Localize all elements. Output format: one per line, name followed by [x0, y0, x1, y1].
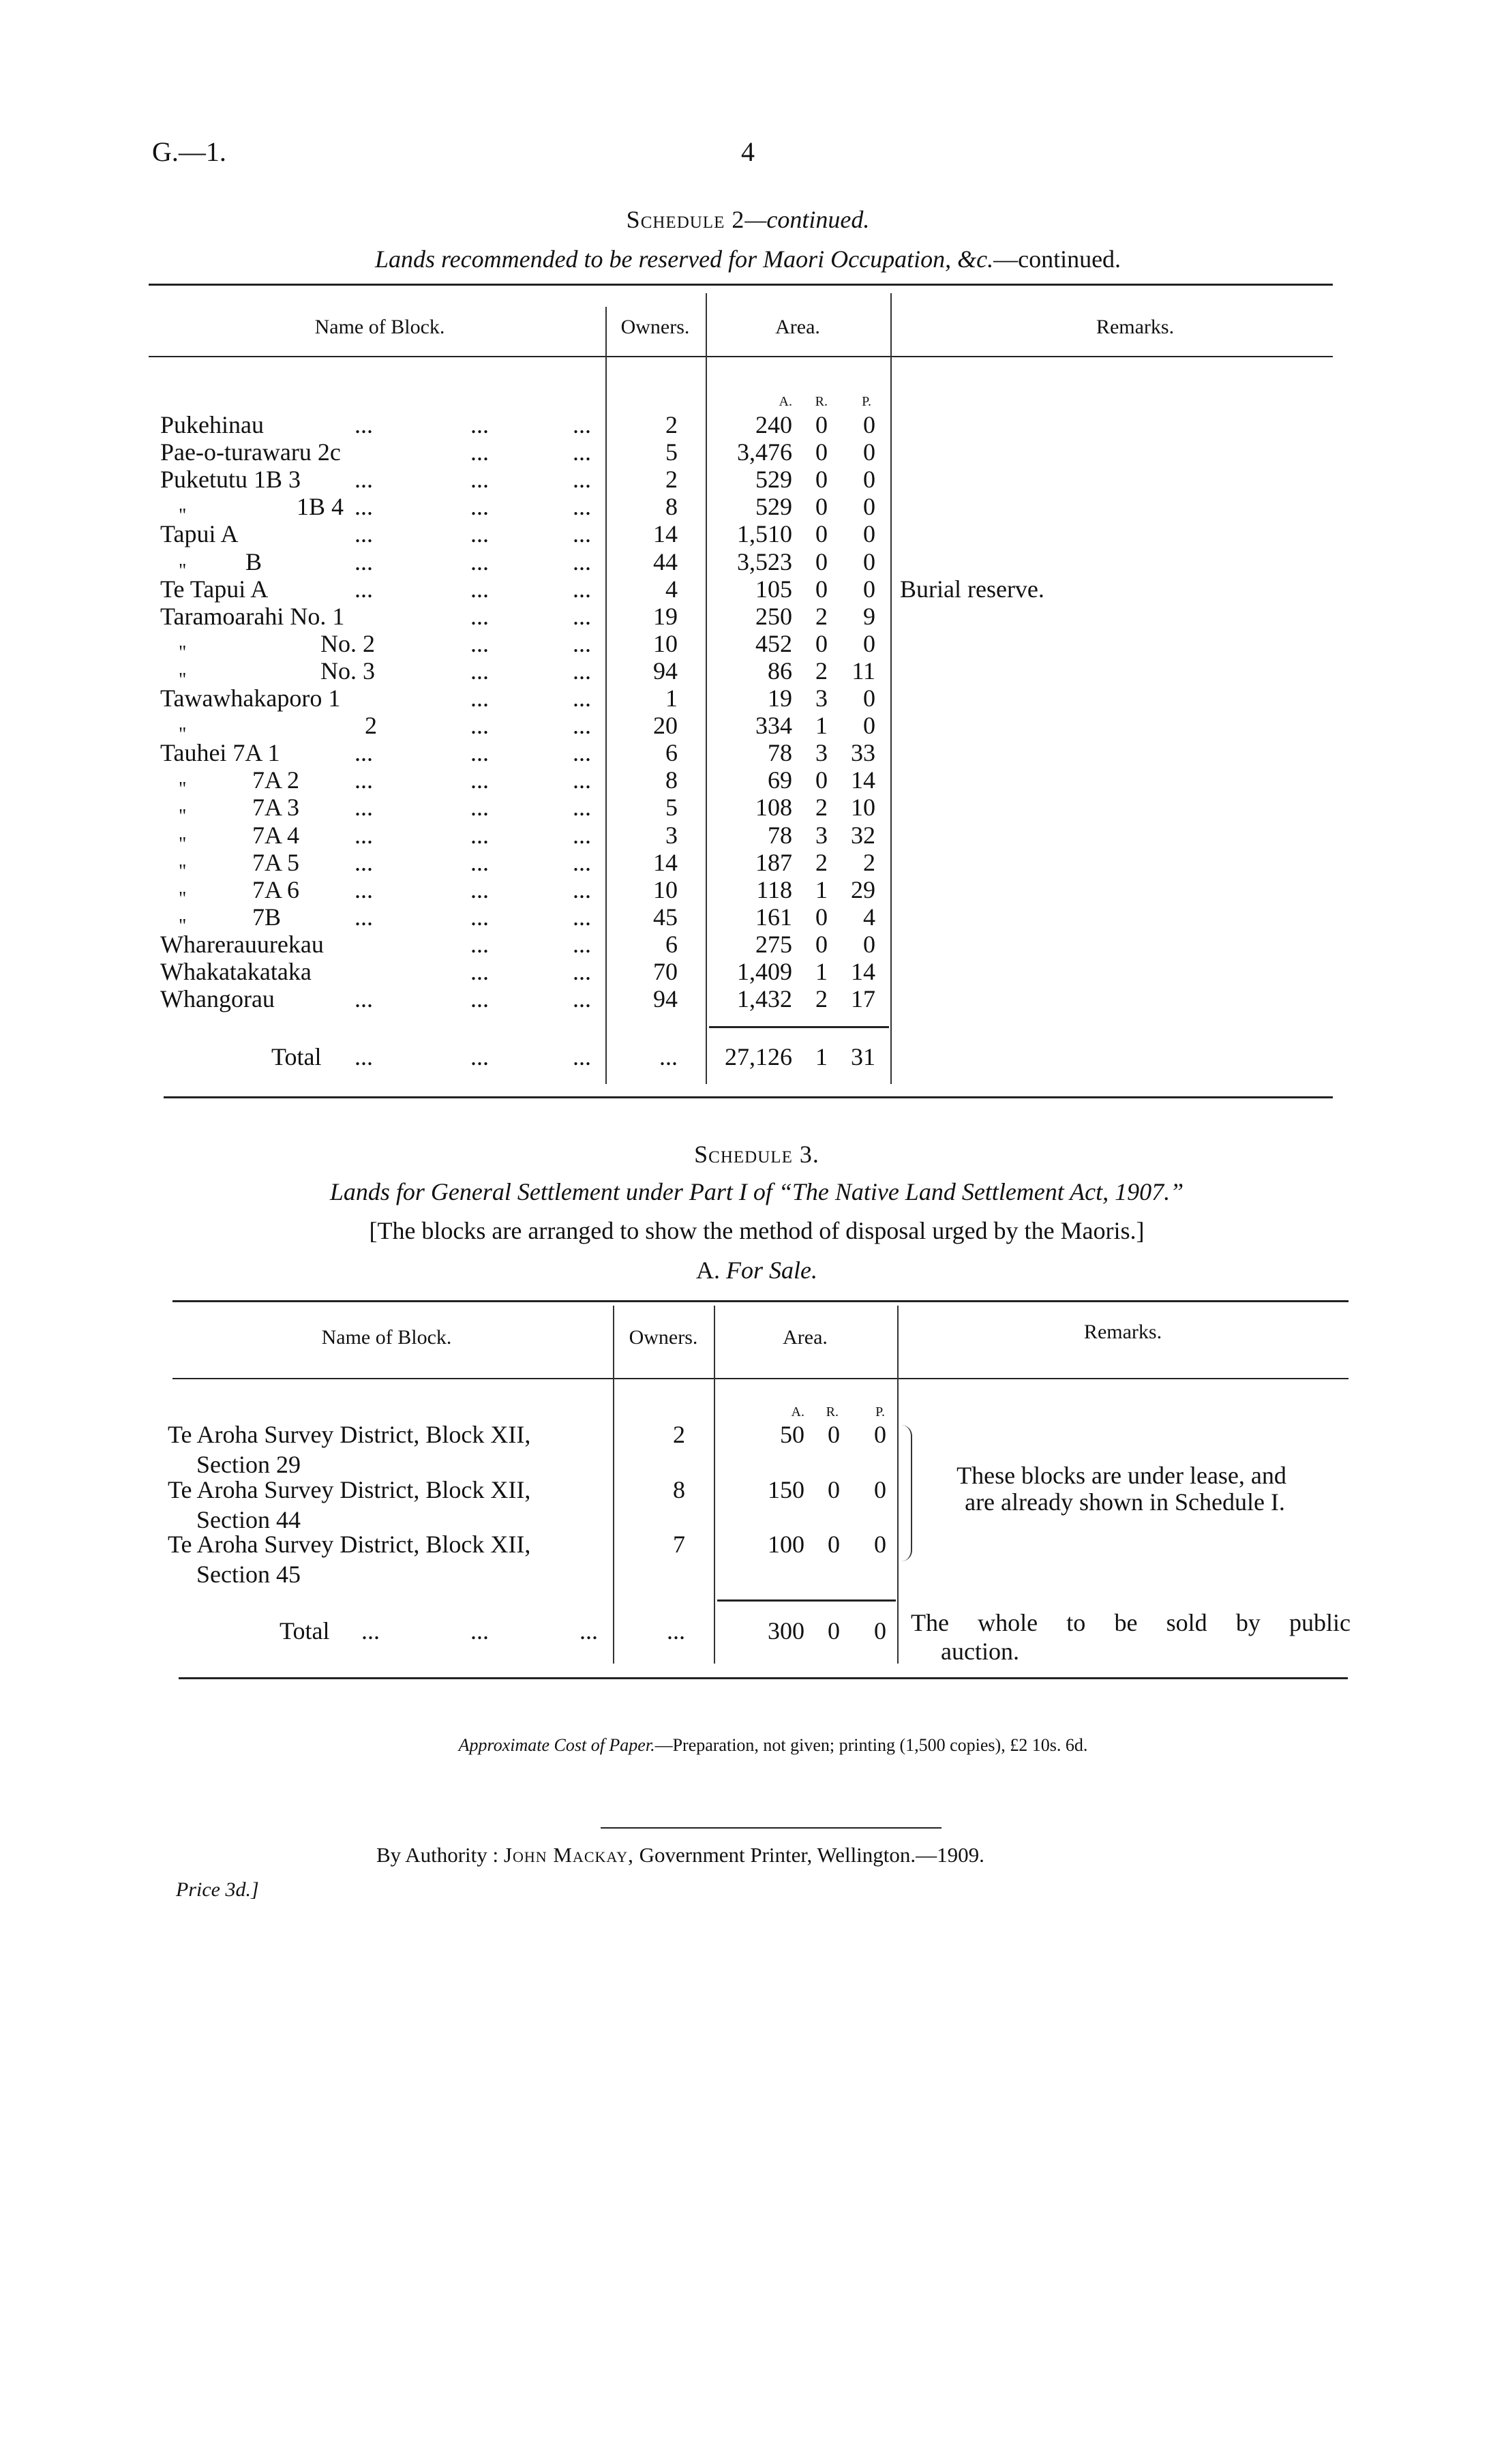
unit-roods: R.: [826, 1404, 839, 1419]
owners-count: 2: [665, 411, 678, 438]
ditto-mark: ": [179, 505, 187, 527]
owners-count: 45: [653, 903, 678, 931]
ditto-mark: ": [179, 779, 187, 800]
dot-leader: ...: [470, 466, 489, 494]
total-roods: 1: [815, 1043, 828, 1070]
dot-leader: ...: [355, 875, 373, 903]
owners-count: 70: [653, 958, 678, 985]
area-perches: 10: [851, 794, 875, 822]
cost-text: —Preparation, not given; printing (1,500 copies), £2 10s. 6d.: [654, 1735, 1088, 1755]
section-letter: A.: [696, 1257, 721, 1284]
area-roods: 0: [828, 1531, 840, 1558]
area-roods: 0: [815, 438, 828, 466]
block-name: Te Aroha Survey District, Block XII,: [168, 1475, 531, 1503]
subtitle-text: Lands recommended to be reserved for Maori Occupation, &c.: [374, 245, 994, 273]
dot-leader: ...: [573, 493, 591, 521]
area-acres: 529: [755, 493, 792, 521]
dot-leader: ...: [355, 821, 373, 849]
owners-count: 14: [653, 848, 678, 876]
area-acres: 150: [768, 1475, 804, 1503]
column-header-remarks: Remarks.: [1096, 316, 1175, 338]
area-acres: 78: [768, 739, 792, 767]
header-bottom-rule: [172, 1378, 1349, 1379]
ditto-mark: ": [179, 833, 187, 855]
area-acres: 19: [768, 685, 792, 712]
unit-perches: P.: [875, 1404, 885, 1419]
schedule-2-subtitle: [375, 245, 1121, 273]
footer-rule: [601, 1827, 942, 1829]
dot-leader: ...: [355, 575, 373, 603]
area-acres: 187: [755, 848, 792, 876]
owners-count: 6: [665, 739, 678, 767]
area-roods: 0: [815, 411, 828, 438]
dot-leader: ...: [470, 875, 489, 903]
area-roods: 0: [815, 547, 828, 575]
dot-leader: ...: [470, 438, 489, 466]
area-acres: 108: [755, 794, 792, 822]
area-perches: 9: [863, 602, 875, 630]
column-header-owners: Owners.: [620, 316, 690, 338]
area-perches: 0: [863, 685, 875, 712]
owners-count: 94: [653, 985, 678, 1013]
total-rule: [717, 1599, 896, 1602]
area-acres: 1,432: [737, 985, 792, 1013]
total-leader: ...: [355, 1043, 373, 1070]
remarks: Burial reserve.: [900, 575, 1044, 603]
block-name: Te Tapui A: [160, 575, 269, 603]
block-name: Pae-o-turawaru 2c: [160, 438, 341, 466]
area-perches: 0: [863, 930, 875, 958]
owners-count: 20: [653, 712, 678, 740]
block-section: Section 29: [196, 1451, 301, 1478]
ditto-mark: ": [179, 888, 187, 910]
dot-leader: ...: [470, 794, 489, 822]
total-perches: 0: [874, 1617, 886, 1644]
authority-line: [376, 1843, 984, 1867]
area-roods: 1: [815, 958, 828, 985]
dot-leader: ...: [470, 657, 489, 685]
dot-leader: ...: [470, 547, 489, 575]
dot-leader: ...: [573, 411, 591, 438]
total-label: Total: [280, 1617, 330, 1644]
schedule-2-title: Schedule 2: [626, 206, 745, 233]
area-perches: 0: [863, 493, 875, 521]
section-heading: [696, 1257, 817, 1284]
area-perches: 33: [851, 739, 875, 767]
dot-leader: ...: [470, 602, 489, 630]
schedule-3-subtitle: Lands for General Settlement under Part I of “The Native Land Settlement Act, 1907.”: [329, 1178, 1184, 1205]
dot-leader: ...: [355, 466, 373, 494]
area-acres: 50: [780, 1421, 804, 1448]
total-roods: 0: [828, 1617, 840, 1644]
block-name: 7A 6: [252, 875, 300, 903]
area-roods: 2: [815, 657, 828, 685]
dot-leader: ...: [573, 602, 591, 630]
area-roods: 0: [828, 1421, 840, 1448]
owners-count: 8: [673, 1475, 685, 1503]
subtitle-suffix: —continued.: [993, 245, 1121, 273]
area-roods: 0: [815, 903, 828, 931]
area-acres: 275: [755, 930, 792, 958]
area-roods: 3: [815, 685, 828, 712]
unit-acres: A.: [791, 1404, 804, 1419]
owners-count: 1: [665, 685, 678, 712]
column-divider: [890, 293, 892, 1084]
area-roods: 1: [815, 712, 828, 740]
dot-leader: ...: [355, 985, 373, 1013]
area-roods: 2: [815, 794, 828, 822]
dot-leader: ...: [470, 766, 489, 794]
ditto-mark: ": [179, 806, 187, 828]
area-roods: 2: [815, 848, 828, 876]
block-section: Section 45: [196, 1561, 301, 1588]
group-remark-line: These blocks are under lease, and: [957, 1462, 1286, 1489]
dot-leader: ...: [573, 520, 591, 548]
dot-leader: ...: [573, 766, 591, 794]
total-acres: 300: [768, 1617, 804, 1644]
area-roods: 2: [815, 985, 828, 1013]
table-top-rule: [149, 284, 1333, 286]
ditto-mark: ": [179, 642, 187, 663]
dot-leader: ...: [470, 493, 489, 521]
ditto-mark: ": [179, 669, 187, 691]
block-name: Taramoarahi No. 1: [160, 602, 345, 630]
block-name: No. 3: [320, 657, 375, 685]
column-divider: [613, 1306, 614, 1664]
area-perches: 0: [863, 520, 875, 548]
dot-leader: ...: [355, 493, 373, 521]
block-name: Wharerauurekau: [160, 930, 324, 958]
area-roods: 0: [815, 520, 828, 548]
dot-leader: ...: [573, 930, 591, 958]
owners-count: 10: [653, 875, 678, 903]
area-acres: 1,510: [737, 520, 792, 548]
dot-leader: ...: [470, 930, 489, 958]
dot-leader: ...: [355, 794, 373, 822]
dot-leader: ...: [573, 657, 591, 685]
area-perches: 0: [874, 1475, 886, 1503]
owners-count: 3: [665, 821, 678, 849]
block-name: Puketutu 1B 3: [160, 466, 301, 494]
area-roods: 3: [815, 739, 828, 767]
owners-count: 5: [665, 794, 678, 822]
area-perches: 4: [863, 903, 875, 931]
area-acres: 78: [768, 821, 792, 849]
dot-leader: ...: [573, 903, 591, 931]
block-name: Tapui A: [160, 520, 239, 548]
area-perches: 11: [852, 657, 875, 685]
area-perches: 0: [863, 411, 875, 438]
header-bottom-rule: [149, 356, 1333, 357]
column-header-name: Name of Block.: [321, 1326, 452, 1349]
total-owners: ...: [659, 1043, 678, 1070]
dot-leader: ...: [355, 520, 373, 548]
dot-leader: ...: [470, 985, 489, 1013]
price: Price 3d.]: [176, 1878, 259, 1901]
dot-leader: ...: [355, 903, 373, 931]
area-roods: 0: [815, 930, 828, 958]
block-section: Section 44: [196, 1505, 301, 1533]
ditto-mark: ": [179, 724, 187, 746]
dot-leader: ...: [470, 848, 489, 876]
area-roods: 0: [815, 629, 828, 657]
area-acres: 240: [755, 411, 792, 438]
area-roods: 2: [815, 602, 828, 630]
area-acres: 105: [755, 575, 792, 603]
schedule-3-title: Schedule 3.: [694, 1141, 819, 1168]
block-name: 7A 3: [252, 794, 300, 822]
total-perches: 31: [851, 1043, 875, 1070]
block-name: 7A 2: [252, 766, 300, 794]
dot-leader: ...: [470, 685, 489, 712]
area-acres: 529: [755, 466, 792, 494]
unit-perches: P.: [862, 394, 871, 409]
schedule-3-note: [The blocks are arranged to show the method of disposal urged by the Maoris.]: [369, 1217, 1145, 1244]
area-perches: 0: [874, 1531, 886, 1558]
dot-leader: ...: [470, 739, 489, 767]
owners-count: 44: [653, 547, 678, 575]
total-rule: [709, 1026, 889, 1028]
area-roods: 0: [828, 1475, 840, 1503]
dot-leader: ...: [355, 739, 373, 767]
dot-leader: ...: [470, 903, 489, 931]
owners-count: 2: [673, 1421, 685, 1448]
section-label: For Sale.: [726, 1257, 817, 1284]
dot-leader: ...: [470, 520, 489, 548]
area-perches: 0: [863, 466, 875, 494]
area-perches: 14: [851, 766, 875, 794]
column-header-area: Area.: [783, 1326, 828, 1349]
block-name: 7A 5: [252, 848, 300, 876]
column-divider: [897, 1306, 899, 1664]
area-perches: 0: [863, 575, 875, 603]
owners-count: 6: [665, 930, 678, 958]
dot-leader: ...: [573, 821, 591, 849]
area-acres: 100: [768, 1531, 804, 1558]
printer-name: John Mackay,: [503, 1843, 634, 1867]
document-reference: G.—1.: [152, 136, 226, 167]
area-perches: 0: [863, 547, 875, 575]
block-name: 2: [365, 712, 377, 740]
dot-leader: ...: [470, 575, 489, 603]
block-name: Tawawhakaporo 1: [160, 685, 341, 712]
dot-leader: ...: [573, 575, 591, 603]
block-name: Te Aroha Survey District, Block XII,: [168, 1531, 531, 1558]
owners-count: 94: [653, 657, 678, 685]
dot-leader: ...: [573, 685, 591, 712]
column-header-remarks: Remarks.: [1083, 1321, 1162, 1343]
column-header-area: Area.: [775, 316, 820, 338]
column-divider: [714, 1306, 715, 1664]
area-perches: 0: [863, 629, 875, 657]
area-acres: 1,409: [737, 958, 792, 985]
area-perches: 0: [863, 438, 875, 466]
area-perches: 2: [863, 848, 875, 876]
cost-note: [459, 1735, 1088, 1756]
total-label: Total: [271, 1043, 322, 1070]
ditto-mark: ": [179, 915, 187, 937]
owners-count: 5: [665, 438, 678, 466]
column-divider: [706, 293, 707, 1084]
owners-count: 8: [665, 766, 678, 794]
block-name: Whangorau: [160, 985, 275, 1013]
owners-count: 8: [665, 493, 678, 521]
total-leader: ...: [361, 1617, 380, 1644]
schedule-2-heading: [627, 206, 870, 233]
total-leader: ...: [470, 1617, 489, 1644]
dot-leader: ...: [573, 712, 591, 740]
table-top-rule: [172, 1300, 1349, 1302]
dot-leader: ...: [573, 547, 591, 575]
dot-leader: ...: [470, 958, 489, 985]
area-roods: 0: [815, 766, 828, 794]
schedule-2-title-suffix: —continued.: [744, 206, 870, 233]
dot-leader: ...: [355, 766, 373, 794]
area-acres: 250: [755, 602, 792, 630]
area-roods: 3: [815, 821, 828, 849]
dot-leader: ...: [573, 794, 591, 822]
owners-count: 2: [665, 466, 678, 494]
dot-leader: ...: [470, 821, 489, 849]
dot-leader: ...: [470, 411, 489, 438]
area-acres: 69: [768, 766, 792, 794]
dot-leader: ...: [573, 848, 591, 876]
column-divider: [605, 307, 607, 1084]
owners-count: 4: [665, 575, 678, 603]
total-owners: ...: [667, 1617, 685, 1644]
authority-suffix: Government Printer, Wellington.—1909.: [639, 1843, 984, 1867]
group-remark-line: are already shown in Schedule I.: [965, 1488, 1285, 1516]
area-acres: 118: [756, 875, 792, 903]
owners-count: 10: [653, 629, 678, 657]
owners-count: 19: [653, 602, 678, 630]
area-perches: 32: [851, 821, 875, 849]
block-name: No. 2: [320, 629, 375, 657]
area-acres: 334: [755, 712, 792, 740]
dot-leader: ...: [355, 848, 373, 876]
block-name: Te Aroha Survey District, Block XII,: [168, 1421, 531, 1448]
dot-leader: ...: [355, 411, 373, 438]
dot-leader: ...: [470, 629, 489, 657]
block-name: Tauhei 7A 1: [160, 739, 280, 767]
area-acres: 3,523: [737, 547, 792, 575]
block-name: B: [245, 547, 262, 575]
area-acres: 3,476: [737, 438, 792, 466]
cost-label: Approximate Cost of Paper.: [458, 1735, 655, 1755]
area-roods: 1: [815, 875, 828, 903]
dot-leader: ...: [573, 875, 591, 903]
column-header-name: Name of Block.: [314, 316, 445, 338]
area-acres: 86: [768, 657, 792, 685]
dot-leader: ...: [573, 629, 591, 657]
dot-leader: ...: [573, 466, 591, 494]
area-roods: 0: [815, 466, 828, 494]
dot-leader: ...: [470, 712, 489, 740]
area-perches: 17: [851, 985, 875, 1013]
owners-count: 14: [653, 520, 678, 548]
area-acres: 452: [755, 629, 792, 657]
block-name: Pukehinau: [160, 411, 264, 438]
area-perches: 0: [874, 1421, 886, 1448]
total-leader: ...: [579, 1617, 598, 1644]
table-bottom-rule: [164, 1096, 1333, 1098]
unit-roods: R.: [815, 394, 828, 409]
dot-leader: ...: [573, 958, 591, 985]
area-perches: 29: [851, 875, 875, 903]
owners-count: 7: [673, 1531, 685, 1558]
area-roods: 0: [815, 575, 828, 603]
block-name: 7B: [252, 903, 282, 931]
total-remark-line: auction.: [941, 1638, 1019, 1665]
table-bottom-rule: [179, 1677, 1348, 1679]
unit-acres: A.: [779, 394, 792, 409]
column-header-owners: Owners.: [629, 1326, 698, 1349]
total-acres: 27,126: [725, 1043, 792, 1070]
total-leader: ...: [573, 1043, 591, 1070]
dot-leader: ...: [355, 547, 373, 575]
dot-leader: ...: [573, 739, 591, 767]
dot-leader: ...: [573, 985, 591, 1013]
dot-leader: ...: [573, 438, 591, 466]
total-remark-line: The whole to be sold by public: [911, 1609, 1351, 1636]
page-number: 4: [741, 136, 755, 167]
brace-icon: [901, 1425, 912, 1561]
total-leader: ...: [470, 1043, 489, 1070]
ditto-mark: ": [179, 860, 187, 882]
area-roods: 0: [815, 493, 828, 521]
area-perches: 0: [863, 712, 875, 740]
area-perches: 14: [851, 958, 875, 985]
block-name: Whakatakataka: [160, 958, 312, 985]
block-name: 7A 4: [252, 821, 300, 849]
block-name: 1B 4: [297, 493, 344, 521]
area-acres: 161: [755, 903, 792, 931]
ditto-mark: ": [179, 560, 187, 582]
authority-prefix: By Authority :: [376, 1843, 499, 1867]
